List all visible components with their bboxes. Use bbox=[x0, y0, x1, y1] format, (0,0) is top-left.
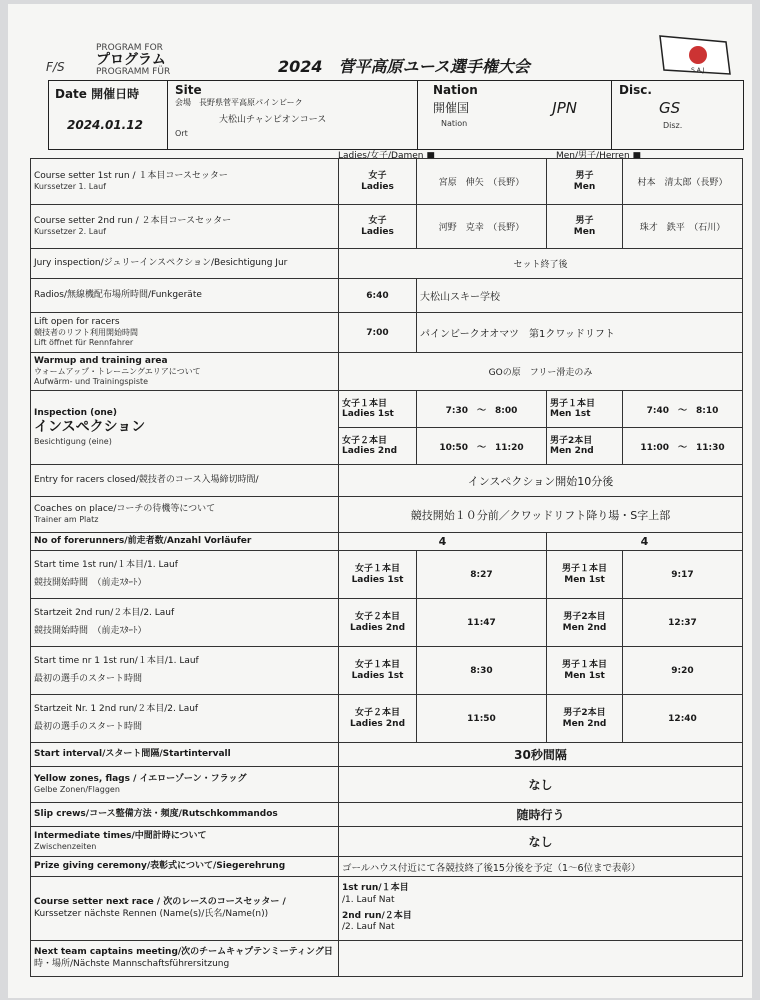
coaches-value: 競技開始１０分前／クワッドリフト降り場・S字上部 bbox=[339, 497, 743, 533]
insp-m2-jp: 男子2本目 bbox=[550, 435, 593, 446]
men-legend: Men/男子/Herren ■ bbox=[556, 151, 642, 161]
site-course: 大松山チャンピオンコース bbox=[219, 115, 327, 125]
program-label bbox=[96, 44, 170, 78]
setter2-men-name: 珠才 鉄平 （石川） bbox=[623, 205, 743, 249]
site-ort: Ort bbox=[175, 129, 188, 138]
table-row bbox=[31, 803, 743, 827]
start1-ladies-tag bbox=[339, 551, 417, 599]
table-row bbox=[31, 695, 743, 743]
insp-m2-en: Men 2nd bbox=[550, 446, 594, 456]
disc-cell bbox=[613, 81, 743, 149]
lift-time: 7:00 bbox=[339, 313, 417, 353]
program-en: PROGRAM FOR bbox=[96, 43, 163, 53]
nation-label: Nation bbox=[433, 83, 478, 97]
table-row bbox=[31, 767, 743, 803]
lift-label-jp: 競技者のリフト利用開始時間 bbox=[34, 328, 138, 338]
first1-ladies-en: Ladies 1st bbox=[351, 670, 404, 681]
disc-sub: Disz. bbox=[663, 121, 683, 130]
start2-ladies-tag bbox=[339, 599, 417, 647]
start2-men-time: 12:37 bbox=[623, 599, 743, 647]
coaches-label bbox=[31, 497, 339, 533]
insp-m1-tag bbox=[547, 391, 623, 428]
header-box bbox=[48, 80, 744, 150]
nextsetter-label-de: Kurssetzer nächste Rennen (Name(s)/氏名/Name(n)) bbox=[34, 908, 269, 919]
table-row bbox=[31, 743, 743, 767]
start1-label bbox=[31, 551, 339, 599]
insp-l1-time: 7:30 〜 8:00 bbox=[417, 391, 547, 428]
first1-label-jp: 最初の選手のスタート時間 bbox=[34, 673, 143, 684]
table-row bbox=[31, 249, 743, 279]
setter1-ladies-name: 宮原 伸矢 （長野） bbox=[417, 159, 547, 205]
start1-ladies-en: Ladies 1st bbox=[351, 574, 404, 585]
table-row bbox=[31, 353, 743, 391]
first1-men-en: Men 1st bbox=[564, 670, 605, 681]
table-row bbox=[31, 465, 743, 497]
prize-label: Prize giving ceremony/表彰式について/Siegerehrung bbox=[31, 857, 339, 877]
first1-ladies-jp: 女子１本目 bbox=[354, 660, 400, 671]
nation-cell bbox=[419, 81, 612, 149]
insp-m1-en: Men 1st bbox=[550, 409, 591, 419]
site-cell bbox=[169, 81, 418, 149]
table-row bbox=[31, 279, 743, 313]
table-row bbox=[31, 205, 743, 249]
insp-l1-tag bbox=[339, 391, 417, 428]
start2-men-jp: 男子2本目 bbox=[563, 612, 606, 623]
inspection-label bbox=[31, 391, 339, 465]
lift-place: パインビークオオマツ 第1クワッドリフト bbox=[417, 313, 743, 353]
program-jp: プログラム bbox=[96, 52, 166, 69]
start2-label-en: Startzeit 2nd run/２本目/2. Lauf bbox=[34, 608, 175, 619]
table-row bbox=[31, 827, 743, 857]
setter1-men-name: 村本 清太郎（長野） bbox=[623, 159, 743, 205]
first2-men-jp: 男子2本目 bbox=[563, 708, 606, 719]
disc-value: GS bbox=[659, 99, 681, 117]
setter1-men-en: Men bbox=[573, 181, 596, 192]
start2-ladies-en: Ladies 2nd bbox=[349, 622, 406, 633]
nation-row bbox=[419, 97, 611, 117]
first1-label-en: Start time nr 1 1st run/１本目/1. Lauf bbox=[34, 656, 199, 667]
nextsetter-label-en: Course setter next race / 次のレースのコースセッター / bbox=[34, 897, 286, 908]
first2-ladies-en: Ladies 2nd bbox=[349, 718, 406, 729]
captains-label bbox=[31, 941, 339, 977]
intermediate-value: なし bbox=[339, 827, 743, 857]
setter1-ladies-tag bbox=[339, 159, 417, 205]
first2-ladies-time: 11:50 bbox=[417, 695, 547, 743]
insp-l2-jp: 女子２本目 bbox=[342, 435, 388, 446]
nextsetter-label bbox=[31, 877, 339, 941]
insp-l2-en: Ladies 2nd bbox=[342, 446, 398, 456]
flag-text: S.A.J bbox=[691, 67, 705, 74]
site-venue: 会場 長野県菅平高原パインビーク bbox=[175, 98, 303, 107]
entry-label: Entry for racers closed/競技者のコース入場締切時間/ bbox=[31, 465, 339, 497]
slip-label: Slip crews/コース整備方法・頻度/Rutschkommandos bbox=[31, 803, 339, 827]
table-row bbox=[31, 159, 743, 205]
program-table bbox=[30, 158, 743, 977]
table-row bbox=[31, 551, 743, 599]
inspection-label-jp: インスペクション bbox=[34, 419, 146, 436]
date-cell bbox=[49, 81, 168, 149]
start1-men-tag bbox=[547, 551, 623, 599]
start1-men-jp: 男子１本目 bbox=[561, 564, 607, 575]
setter1-label-en: Course setter 1st run / １本目コースセッター bbox=[34, 170, 228, 181]
insp-l1-jp: 女子１本目 bbox=[342, 398, 388, 409]
setter1-ladies-en: Ladies bbox=[361, 181, 394, 192]
yellow-value: なし bbox=[339, 767, 743, 803]
first2-label-jp: 最初の選手のスタート時間 bbox=[34, 721, 143, 732]
jury-label: Jury inspection/ジュリーインスペクション/Besichtigung Jur bbox=[31, 249, 339, 279]
start2-label bbox=[31, 599, 339, 647]
captains-value bbox=[339, 941, 743, 977]
first2-men-en: Men 2nd bbox=[562, 718, 607, 729]
insp-l2-time: 10:50 〜 11:20 bbox=[417, 428, 547, 465]
inspection-label-de: Besichtigung (eine) bbox=[34, 436, 112, 446]
yellow-label-en: Yellow zones, flags / イエローゾーン・フラッグ bbox=[34, 773, 247, 784]
setter1-label bbox=[31, 159, 339, 205]
start1-men-en: Men 1st bbox=[564, 574, 605, 585]
setter2-ladies-tag bbox=[339, 205, 417, 249]
radios-place: 大松山スキー学校 bbox=[417, 279, 743, 313]
interval-value: 30秒間隔 bbox=[339, 743, 743, 767]
insp-m1-time: 7:40 〜 8:10 bbox=[623, 391, 743, 428]
warmup-label bbox=[31, 353, 339, 391]
first1-ladies-tag bbox=[339, 647, 417, 695]
forerunners-men: 4 bbox=[547, 533, 743, 551]
lift-label bbox=[31, 313, 339, 353]
table-row bbox=[31, 533, 743, 551]
start1-ladies-jp: 女子１本目 bbox=[354, 564, 400, 575]
start1-ladies-time: 8:27 bbox=[417, 551, 547, 599]
slip-value: 随時行う bbox=[339, 803, 743, 827]
first1-men-tag bbox=[547, 647, 623, 695]
first1-men-jp: 男子１本目 bbox=[561, 660, 607, 671]
setter2-label-de: Kurssetzer 2. Lauf bbox=[34, 227, 106, 237]
prize-value: ゴールハウス付近にて各競技終了後15分後を予定（1～6位まで表彰） bbox=[339, 857, 743, 877]
lift-label-de: Lift öffnet für Rennfahrer bbox=[34, 338, 134, 348]
insp-l2-tag bbox=[339, 428, 417, 465]
insp-m2-time: 11:00 〜 11:30 bbox=[623, 428, 743, 465]
start2-men-tag bbox=[547, 599, 623, 647]
radios-label: Radios/無線機配布場所時間/Funkgeräte bbox=[31, 279, 339, 313]
setter1-men-jp: 男子 bbox=[575, 171, 594, 182]
setter2-ladies-en: Ladies bbox=[361, 226, 394, 237]
fis-logo: F/S bbox=[46, 60, 65, 74]
saj-flag-icon bbox=[656, 32, 734, 80]
first2-ladies-jp: 女子２本目 bbox=[354, 708, 400, 719]
first1-label bbox=[31, 647, 339, 695]
start2-men-en: Men 2nd bbox=[562, 622, 607, 633]
program-de: PROGRAMM FÜR bbox=[96, 67, 171, 78]
table-row bbox=[31, 877, 743, 941]
setter1-label-de: Kurssetzer 1. Lauf bbox=[34, 182, 106, 192]
setter2-men-jp: 男子 bbox=[575, 216, 594, 227]
warmup-label-en: Warmup and training area bbox=[34, 355, 168, 366]
setter2-label-en: Course setter 2nd run / ２本目コースセッター bbox=[34, 215, 232, 226]
intermediate-label bbox=[31, 827, 339, 857]
table-row bbox=[31, 941, 743, 977]
captains-label-de: 時・場所/Nächste Mannschaftsführersitzung bbox=[34, 958, 230, 969]
first2-label-en: Startzeit Nr. 1 2nd run/２本目/2. Lauf bbox=[34, 704, 199, 715]
start1-label-en: Start time 1st run/１本目/1. Lauf bbox=[34, 560, 178, 571]
start2-ladies-jp: 女子２本目 bbox=[354, 612, 400, 623]
setter1-ladies-jp: 女子 bbox=[368, 171, 387, 182]
table-row bbox=[31, 599, 743, 647]
nextsetter-run2-de: /2. Lauf Nat bbox=[342, 922, 395, 933]
lift-label-en: Lift open for racers bbox=[34, 316, 120, 327]
first2-men-time: 12:40 bbox=[623, 695, 743, 743]
yellow-label-de: Gelbe Zonen/Flaggen bbox=[34, 785, 120, 795]
setter2-ladies-jp: 女子 bbox=[368, 216, 387, 227]
jury-value: セット終了後 bbox=[339, 249, 743, 279]
nextsetter-run2: 2nd run/２本目 bbox=[342, 910, 412, 921]
site-label: Site bbox=[175, 83, 202, 97]
nextsetter-run1: 1st run/１本目 bbox=[342, 883, 409, 894]
nation-sub: Nation bbox=[441, 119, 468, 128]
start1-label-jp: 競技開始時間 （前走ｽﾀｰﾄ） bbox=[34, 577, 147, 588]
first1-men-time: 9:20 bbox=[623, 647, 743, 695]
ladies-legend: Ladies/女子/Damen ■ bbox=[338, 151, 435, 161]
program-sheet bbox=[8, 4, 752, 998]
nextsetter-run1-de: /1. Lauf Nat bbox=[342, 894, 395, 905]
forerunners-ladies: 4 bbox=[339, 533, 547, 551]
table-row bbox=[31, 391, 743, 428]
yellow-label bbox=[31, 767, 339, 803]
insp-l1-en: Ladies 1st bbox=[342, 409, 394, 419]
table-row bbox=[31, 857, 743, 877]
setter2-ladies-name: 河野 克幸 （長野） bbox=[417, 205, 547, 249]
nation-jp: 開催国 bbox=[433, 101, 470, 115]
warmup-label-de: Aufwärm- und Trainingspiste bbox=[34, 377, 149, 387]
interval-label: Start interval/スタート間隔/Startintervall bbox=[31, 743, 339, 767]
coaches-label-de: Trainer am Platz bbox=[34, 515, 99, 525]
first1-ladies-time: 8:30 bbox=[417, 647, 547, 695]
first2-ladies-tag bbox=[339, 695, 417, 743]
start2-label-jp: 競技開始時間 （前走ｽﾀｰﾄ） bbox=[34, 625, 147, 636]
first2-men-tag bbox=[547, 695, 623, 743]
radios-time: 6:40 bbox=[339, 279, 417, 313]
warmup-value: GOの原 フリー滑走のみ bbox=[339, 353, 743, 391]
insp-m2-tag bbox=[547, 428, 623, 465]
start1-men-time: 9:17 bbox=[623, 551, 743, 599]
table-row bbox=[31, 313, 743, 353]
table-row bbox=[31, 647, 743, 695]
insp-m1-jp: 男子１本目 bbox=[550, 398, 596, 409]
table-row bbox=[31, 497, 743, 533]
setter2-men-en: Men bbox=[573, 226, 596, 237]
intermediate-label-en: Intermediate times/中間計時について bbox=[34, 830, 207, 841]
coaches-label-en: Coaches on place/コーチの待機等について bbox=[34, 503, 216, 514]
forerunners-label: No of forerunners/前走者数/Anzahl Vorläufer bbox=[31, 533, 339, 551]
date-value: 2024.01.12 bbox=[67, 118, 143, 132]
captains-label-en: Next team captains meeting/次のチームキャプテンミーティング日 bbox=[34, 947, 333, 958]
start2-ladies-time: 11:47 bbox=[417, 599, 547, 647]
nextsetter-runs bbox=[339, 877, 743, 941]
setter2-men-tag bbox=[547, 205, 623, 249]
event-title: 2024 菅平高原ユース選手権大会 bbox=[278, 57, 530, 76]
disc-label: Disc. bbox=[619, 83, 652, 97]
nation-value: JPN bbox=[552, 99, 577, 117]
inspection-label-en: Inspection (one) bbox=[34, 408, 118, 419]
setter2-label bbox=[31, 205, 339, 249]
first2-label bbox=[31, 695, 339, 743]
setter1-men-tag bbox=[547, 159, 623, 205]
warmup-label-jp: ウォームアップ・トレーニングエリアについて bbox=[34, 367, 201, 377]
date-label: Date 開催日時 bbox=[55, 87, 140, 101]
intermediate-label-de: Zwischenzeiten bbox=[34, 842, 97, 852]
entry-value: インスペクション開始10分後 bbox=[339, 465, 743, 497]
